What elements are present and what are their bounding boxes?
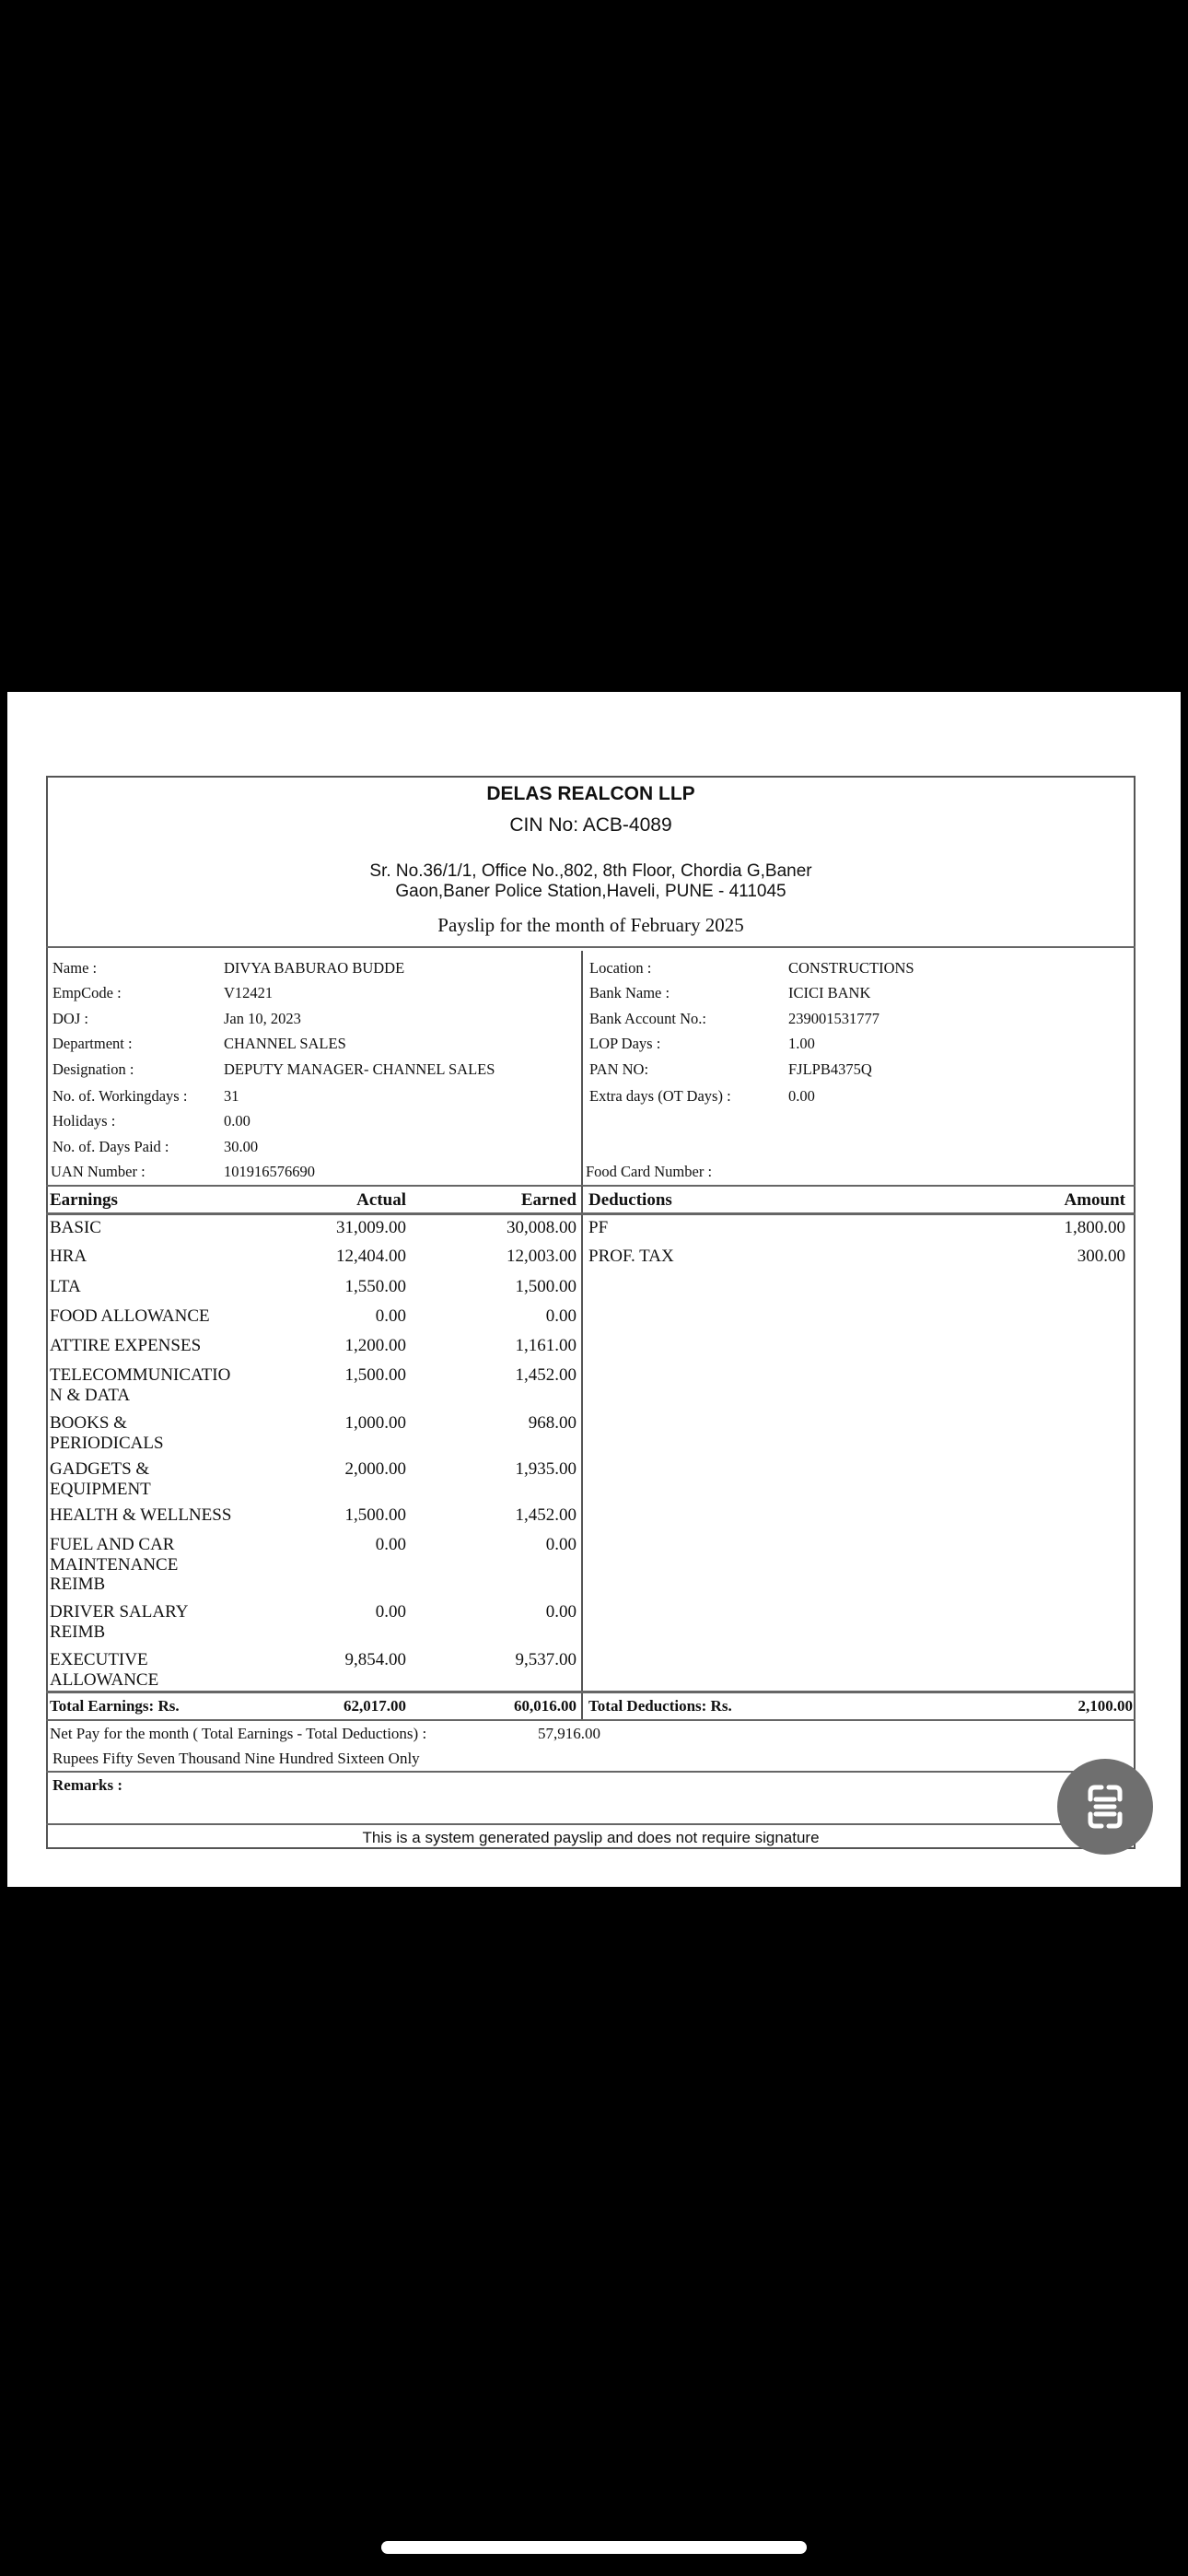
earning-earned: 0.00 [545,1306,577,1326]
home-indicator[interactable] [381,2541,807,2554]
total-deductions: 2,100.00 [1077,1697,1133,1715]
info-label: PAN NO: [589,1060,649,1078]
divider [46,1212,1136,1215]
total-deductions-label: Total Deductions: Rs. [588,1697,732,1715]
info-label: Location : [589,959,652,977]
info-label: Bank Account No.: [589,1010,706,1027]
earning-label: HRA [50,1247,87,1266]
earning-label: TELECOMMUNICATIO N & DATA [50,1365,231,1405]
remarks-label: Remarks : [52,1776,123,1794]
deduction-amount: 1,800.00 [1064,1218,1125,1237]
earning-earned: 0.00 [545,1602,577,1622]
earning-label: DRIVER SALARY REIMB [50,1602,189,1642]
info-value: FJLPB4375Q [788,1060,872,1078]
earning-earned: 1,500.00 [515,1277,577,1296]
divider [46,946,1136,948]
earning-earned: 12,003.00 [507,1247,577,1266]
earning-label: LTA [50,1277,81,1296]
net-pay-in-words: Rupees Fifty Seven Thousand Nine Hundred Sixteen Only [52,1750,420,1767]
info-label: No. of. Days Paid : [52,1138,169,1155]
total-earnings-label: Total Earnings: Rs. [50,1697,180,1715]
info-label: DOJ : [52,1010,88,1027]
earning-earned: 1,452.00 [515,1365,577,1385]
info-label: Food Card Number : [586,1163,713,1180]
info-value: 0.00 [788,1087,815,1105]
divider [46,1771,1136,1773]
info-value: Jan 10, 2023 [224,1010,301,1027]
company-address-line1: Sr. No.36/1/1, Office No.,802, 8th Floor, Chordia G,Baner [369,861,812,881]
info-value: 239001531777 [788,1010,879,1027]
info-label: UAN Number : [51,1163,146,1180]
live-text-button[interactable] [1057,1759,1153,1855]
divider [46,1823,1136,1825]
earning-label: HEALTH & WELLNESS [50,1505,232,1525]
earning-earned: 30,008.00 [507,1218,577,1237]
info-value: CONSTRUCTIONS [788,959,914,977]
earning-label: BASIC [50,1218,101,1237]
header-earnings: Earnings [50,1190,118,1210]
info-label: Designation : [52,1060,134,1078]
earning-actual: 1,200.00 [344,1336,406,1355]
info-value: 30.00 [224,1138,259,1155]
header-amount: Amount [1064,1190,1125,1210]
info-value: DEPUTY MANAGER- CHANNEL SALES [224,1060,495,1078]
earning-label: GADGETS & EQUIPMENT [50,1459,151,1499]
earning-earned: 1,161.00 [515,1336,577,1355]
earning-actual: 31,009.00 [336,1218,406,1237]
divider [46,1719,1136,1721]
earning-earned: 968.00 [528,1413,577,1433]
earning-earned: 9,537.00 [515,1650,577,1669]
info-label: Bank Name : [589,984,670,1001]
info-value: ICICI BANK [788,984,871,1001]
info-label: Holidays : [52,1112,116,1130]
total-actual: 62,017.00 [344,1697,406,1715]
info-label: No. of. Workingdays : [52,1087,188,1105]
earning-actual: 1,000.00 [344,1413,406,1433]
total-earned: 60,016.00 [514,1697,577,1715]
info-label: Extra days (OT Days) : [589,1087,731,1105]
earning-actual: 1,500.00 [344,1365,406,1385]
earning-actual: 9,854.00 [344,1650,406,1669]
divider [46,1691,1136,1693]
earning-earned: 0.00 [545,1535,577,1554]
info-value: 0.00 [224,1112,250,1130]
footer-note: This is a system generated payslip and does not require signature [362,1829,820,1846]
header-deductions: Deductions [588,1190,672,1210]
deduction-amount: 300.00 [1077,1247,1125,1266]
earning-label: ATTIRE EXPENSES [50,1336,202,1355]
company-cin: CIN No: ACB-4089 [509,814,672,836]
earning-actual: 12,404.00 [336,1247,406,1266]
earning-label: EXECUTIVE ALLOWANCE [50,1650,159,1690]
earning-actual: 1,550.00 [344,1277,406,1296]
earning-actual: 1,500.00 [344,1505,406,1525]
info-divider [581,951,583,1186]
info-label: Name : [52,959,98,977]
earning-actual: 2,000.00 [344,1459,406,1479]
earning-earned: 1,935.00 [515,1459,577,1479]
text-scan-icon [1057,1759,1153,1855]
company-address-line2: Gaon,Baner Police Station,Haveli, PUNE - 411045 [395,882,786,901]
company-name: DELAS REALCON LLP [486,783,695,804]
deduction-label: PF [588,1218,609,1237]
net-pay-label: Net Pay for the month ( Total Earnings - Total Deductions) : [50,1725,427,1742]
info-label: EmpCode : [52,984,122,1001]
header-earned: Earned [520,1190,577,1210]
divider [46,1185,1136,1187]
table-divider [581,1186,583,1720]
payslip-title: Payslip for the month of February 2025 [437,914,744,936]
info-value: 101916576690 [224,1163,315,1180]
deduction-label: PROF. TAX [588,1247,674,1266]
info-value: CHANNEL SALES [224,1035,346,1052]
info-value: DIVYA BABURAO BUDDE [224,959,405,977]
earning-earned: 1,452.00 [515,1505,577,1525]
net-pay-value: 57,916.00 [538,1725,600,1742]
earning-actual: 0.00 [375,1306,406,1326]
info-value: 31 [224,1087,239,1105]
info-label: Department : [52,1035,133,1052]
earning-label: FUEL AND CAR MAINTENANCE REIMB [50,1535,179,1594]
earning-label: FOOD ALLOWANCE [50,1306,210,1326]
earning-actual: 0.00 [375,1535,406,1554]
info-value: 1.00 [788,1035,815,1052]
info-label: LOP Days : [589,1035,661,1052]
header-actual: Actual [356,1190,406,1210]
info-value: V12421 [224,984,274,1001]
earning-actual: 0.00 [375,1602,406,1622]
earning-label: BOOKS & PERIODICALS [50,1413,164,1453]
